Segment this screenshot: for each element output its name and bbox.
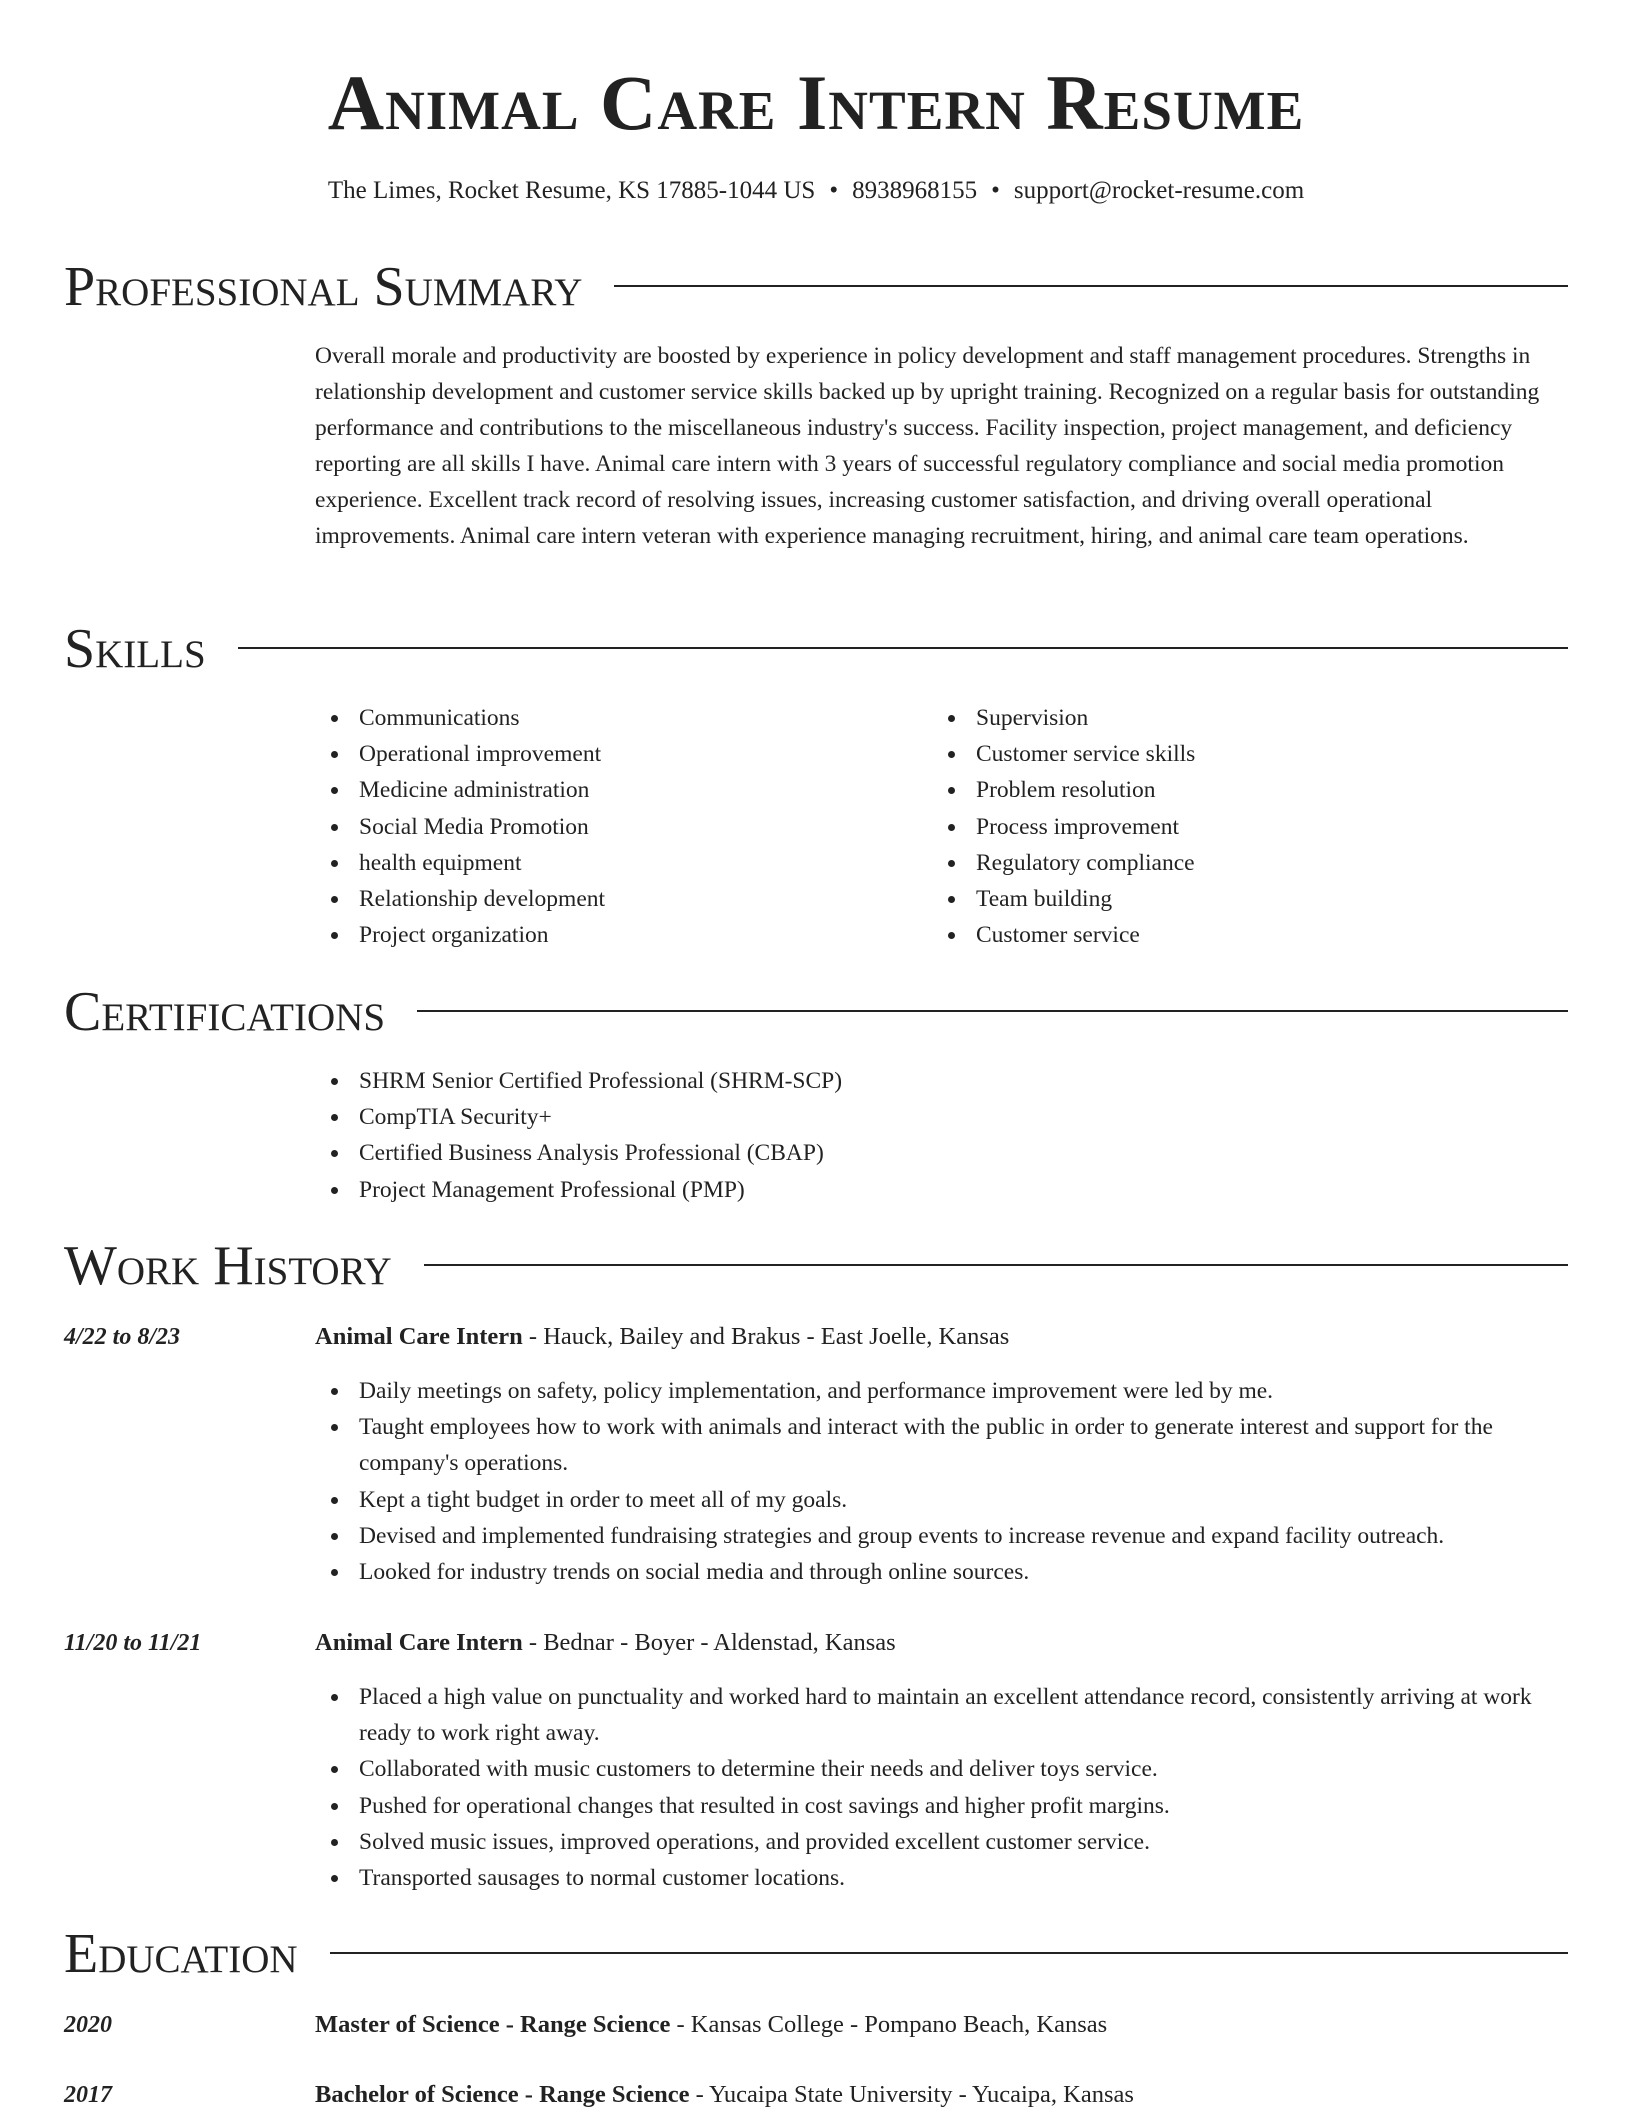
skill-item: Relationship development (315, 881, 895, 917)
contact-separator: • (991, 177, 1000, 204)
skill-item: Team building (932, 881, 1572, 917)
job-dates: 4/22 to 8/23 (64, 1324, 181, 1350)
job-duties-list (315, 1373, 1577, 1590)
skills-list-left (315, 700, 895, 953)
skill-item: Social Media Promotion (315, 809, 895, 845)
education-degree: Master of Science - Range Science (315, 2011, 671, 2038)
education-year: 2020 (64, 2012, 112, 2038)
section-divider (330, 1952, 1568, 1954)
certifications-section-heading (64, 980, 1568, 1044)
job-duty-item: Placed a high value on punctuality and worked hard to maintain an excellent attendance record, consistently arriving at work ready to work right away. (315, 1679, 1577, 1751)
education-degree: Bachelor of Science - Range Science (315, 2081, 690, 2108)
job-title-line (315, 1320, 1575, 1354)
certifications-list (315, 1063, 1575, 1208)
skills-list-right (932, 700, 1572, 953)
section-divider (238, 647, 1568, 649)
work-heading: Work History (64, 1235, 392, 1297)
skill-item: Medicine administration (315, 772, 895, 808)
job-duty-item: Kept a tight budget in order to meet all of my goals. (315, 1482, 1577, 1518)
job-duty-item: Collaborated with music customers to determine their needs and deliver toys service. (315, 1751, 1577, 1787)
job-dates: 11/20 to 11/21 (64, 1630, 202, 1656)
skill-item: Customer service (932, 917, 1572, 953)
job-duty-item: Taught employees how to work with animals and interact with the public in order to generate interest and support for the company's operations. (315, 1409, 1577, 1481)
contact-line (0, 174, 1632, 208)
skill-item: Project organization (315, 917, 895, 953)
job-title-line (315, 1626, 1575, 1660)
skill-item: Customer service skills (932, 736, 1572, 772)
education-year: 2017 (64, 2082, 112, 2108)
skills-section-heading (64, 617, 1568, 681)
section-divider (424, 1264, 1568, 1266)
skill-item: Operational improvement (315, 736, 895, 772)
contact-email: support@rocket-resume.com (1013, 177, 1305, 204)
skill-item: health equipment (315, 845, 895, 881)
contact-phone: 8938968155 (852, 177, 978, 204)
section-divider (614, 285, 1568, 287)
job-title: Animal Care Intern (315, 1323, 523, 1350)
education-section-heading (64, 1922, 1568, 1986)
summary-text: Overall morale and productivity are boosted by experience in policy development and staff management procedures. Strengths in relationship development and customer service skills backed up by upright training. Recognized on a regular basis for outstanding performance and contributions to the miscellaneous industry's success. Facility inspection, project management, and deficiency reporting are all skills I have. Animal care intern with 3 years of successful regulatory compliance and social media promotion experience. Excellent track record of resolving issues, increasing customer satisfaction, and driving overall operational improvements. Animal care intern veteran with experience managing recruitment, hiring, and animal care team operations. (315, 343, 1540, 549)
skills-heading: Skills (64, 618, 206, 680)
skill-item: Process improvement (932, 809, 1572, 845)
job-duty-item: Daily meetings on safety, policy implementation, and performance improvement were led by me. (315, 1373, 1577, 1409)
certifications-heading: Certifications (64, 981, 386, 1043)
skill-item: Communications (315, 700, 895, 736)
skill-item: Regulatory compliance (932, 845, 1572, 881)
job-duties-list (315, 1679, 1577, 1896)
section-divider (417, 1010, 1568, 1012)
job-duty-item: Pushed for operational changes that resulted in cost savings and higher profit margins. (315, 1788, 1577, 1824)
job-duty-item: Looked for industry trends on social media and through online sources. (315, 1554, 1577, 1590)
certification-item: SHRM Senior Certified Professional (SHRM-SCP) (315, 1063, 1575, 1099)
education-entry (315, 2008, 1575, 2042)
education-heading: Education (64, 1923, 298, 1985)
job-title: Animal Care Intern (315, 1629, 523, 1656)
job-employer: - Hauck, Bailey and Brakus - East Joelle, Kansas (522, 1323, 1010, 1350)
summary-section-heading (64, 255, 1568, 319)
contact-address: The Limes, Rocket Resume, KS 17885-1044 US (327, 177, 816, 204)
certification-item: Project Management Professional (PMP) (315, 1172, 1575, 1208)
job-employer: - Bednar - Boyer - Aldenstad, Kansas (522, 1629, 896, 1656)
summary-heading: Professional Summary (64, 256, 583, 318)
job-duty-item: Devised and implemented fundraising strategies and group events to increase revenue and expand facility outreach. (315, 1518, 1577, 1554)
skill-item: Supervision (932, 700, 1572, 736)
contact-separator: • (829, 177, 839, 204)
certification-item: CompTIA Security+ (315, 1099, 1575, 1135)
job-duty-item: Transported sausages to normal customer locations. (315, 1860, 1577, 1896)
education-entry (315, 2078, 1575, 2112)
resume-title: Animal Care Intern Resume (327, 59, 1305, 146)
certification-item: Certified Business Analysis Professional (CBAP) (315, 1135, 1575, 1171)
skill-item: Problem resolution (932, 772, 1572, 808)
education-school: - Kansas College - Pompano Beach, Kansas (670, 2011, 1108, 2038)
education-school: - Yucaipa State University - Yucaipa, Kansas (689, 2081, 1134, 2108)
job-duty-item: Solved music issues, improved operations, and provided excellent customer service. (315, 1824, 1577, 1860)
work-section-heading (64, 1234, 1568, 1298)
